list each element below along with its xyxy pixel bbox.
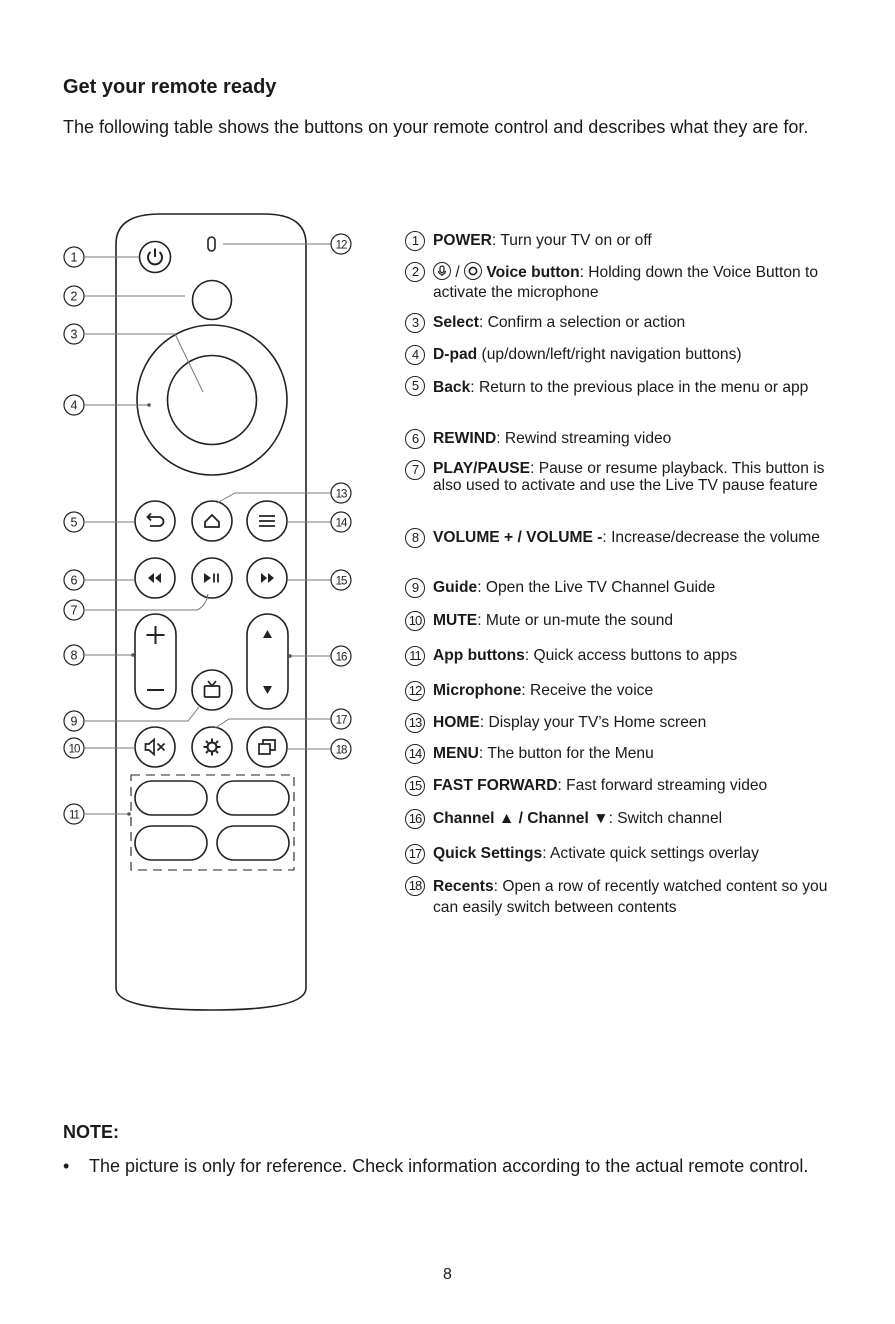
fast-forward-icon (261, 573, 274, 583)
callout-7 (64, 600, 84, 620)
legend-separator: : (521, 682, 531, 699)
callout-14 (331, 512, 351, 532)
hamburger-menu-icon (259, 516, 275, 526)
app-button (135, 826, 207, 860)
legend-item-dpad (405, 345, 838, 365)
svg-text:2: 2 (70, 289, 78, 304)
callout-11 (64, 804, 84, 824)
legend-description: Rewind streaming video (504, 430, 672, 447)
legend-number: 8 (405, 528, 425, 548)
legend-description: Holding down the Voice Button to activate the microphone (433, 264, 819, 301)
triangle-down-icon (263, 686, 272, 694)
legend-number: 6 (405, 429, 425, 449)
d-pad-ring (137, 325, 287, 475)
callout-9 (64, 711, 84, 731)
power-button (140, 242, 171, 273)
callout-12 (331, 234, 351, 254)
legend-item-channel (405, 809, 838, 829)
legend-separator: : (542, 845, 550, 862)
legend-item-back (405, 376, 838, 399)
callout-2 (64, 286, 84, 306)
legend-separator: : (524, 647, 534, 664)
callout-16 (331, 646, 351, 666)
legend-number: 9 (405, 578, 425, 598)
svg-text:12: 12 (335, 239, 347, 252)
legend-description: Return to the previous place in the menu or app (478, 379, 809, 396)
tv-guide-icon (205, 681, 220, 697)
callout-left (64, 247, 84, 824)
callout-1 (64, 247, 84, 267)
legend-number: 16 (405, 809, 425, 829)
legend-separator: : (477, 612, 486, 629)
legend-separator: : (579, 264, 589, 281)
callout-5 (64, 512, 84, 532)
legend-label: FAST FORWARD (433, 777, 558, 794)
legend-description: Switch channel (617, 810, 723, 827)
legend-number: 5 (405, 376, 425, 396)
legend-label: POWER (433, 232, 492, 249)
intro-paragraph: The following table shows the buttons on your remote control and describes what they are for. (63, 117, 809, 137)
page-number: 8 (443, 1266, 452, 1283)
legend-description: Mute or un-mute the sound (485, 612, 674, 629)
guide-button (192, 670, 232, 710)
legend-item-mute (405, 611, 838, 631)
leader-lines (85, 244, 331, 814)
legend-item-power (405, 231, 838, 251)
legend-separator: : (470, 379, 479, 396)
legend-separator: : (478, 745, 488, 762)
channel-rocker (247, 614, 288, 709)
svg-text:16: 16 (335, 651, 347, 664)
back-arrow-icon (148, 514, 164, 527)
legend-number: 4 (405, 345, 425, 365)
legend-label: Select (433, 314, 479, 331)
voice-button (193, 281, 232, 320)
svg-text:15: 15 (335, 575, 347, 588)
svg-text:9: 9 (70, 714, 78, 729)
legend-number: 14 (405, 744, 425, 764)
quick-settings-button (192, 727, 232, 767)
play-pause-icon (204, 573, 211, 583)
svg-text:8: 8 (70, 648, 78, 663)
recents-icon (259, 740, 275, 754)
legend-description: Quick access buttons to apps (533, 647, 738, 664)
legend-separator: : (477, 579, 486, 596)
rewind-button (135, 558, 175, 598)
legend-number: 1 (405, 231, 425, 251)
legend-description: Increase/decrease the volume (611, 529, 820, 546)
legend-item-recents (405, 876, 838, 918)
svg-text:3: 3 (70, 327, 78, 342)
home-button (192, 501, 232, 541)
callout-15 (331, 570, 351, 590)
legend-separator: : (608, 810, 618, 827)
callout-4 (64, 395, 84, 415)
legend-separator: : (493, 878, 503, 895)
legend-separator: : (557, 777, 567, 794)
callout-10 (64, 738, 84, 758)
callout-13 (331, 483, 351, 503)
legend-description: (up/down/left/right navigation buttons) (481, 346, 742, 363)
legend-label: D-pad (433, 346, 478, 363)
legend-item-volume (405, 528, 838, 548)
legend-item-select (405, 313, 838, 333)
legend-description: Confirm a selection or action (487, 314, 686, 331)
legend-item-microphone (405, 681, 838, 701)
app-button (217, 781, 289, 815)
fast-forward-button (247, 558, 287, 598)
legend-label: App buttons (433, 647, 525, 664)
note-title: NOTE: (63, 1122, 119, 1142)
legend-number: 17 (405, 844, 425, 864)
legend-separator: : (478, 314, 488, 331)
callout-18 (331, 739, 351, 759)
legend-item-rewind (405, 429, 838, 449)
legend-label: MENU (433, 745, 479, 762)
svg-text:14: 14 (335, 517, 347, 530)
legend-label: Quick Settings (433, 845, 543, 862)
legend-item-play-pause (405, 460, 838, 494)
legend-label: Recents (433, 878, 494, 895)
legend-label: Channel ▲ / Channel ▼ (433, 810, 609, 827)
legend-item-app-buttons (405, 646, 838, 666)
legend-number: 2 (405, 262, 425, 282)
play-pause-button (192, 558, 232, 598)
legend-separator: : (602, 529, 612, 546)
microphone-icon (433, 262, 451, 280)
legend-label: Guide (433, 579, 478, 596)
remote-body (116, 214, 306, 1010)
legend-number: 13 (405, 713, 425, 733)
legend-item-home (405, 713, 838, 733)
svg-text:6: 6 (70, 573, 78, 588)
legend-separator: : (479, 714, 489, 731)
svg-text:10: 10 (68, 743, 80, 756)
svg-text:5: 5 (70, 515, 78, 530)
app-buttons-area (131, 775, 294, 870)
home-icon (205, 515, 219, 527)
legend-label: PLAY/PAUSE (433, 460, 531, 477)
legend-item-voice (405, 262, 838, 303)
legend-item-quick-settings (405, 844, 838, 864)
svg-text:11: 11 (69, 809, 79, 822)
svg-text:1: 1 (70, 250, 78, 265)
rewind-icon (148, 573, 161, 583)
recents-button (247, 727, 287, 767)
menu-button (247, 501, 287, 541)
legend-description: Receive the voice (530, 682, 654, 699)
legend-label: Voice button (486, 264, 580, 281)
legend-number: 3 (405, 313, 425, 333)
legend-item-fast-forward (405, 776, 838, 796)
volume-rocker (135, 614, 176, 709)
legend-description: Turn your TV on or off (500, 232, 652, 249)
svg-text:7: 7 (70, 603, 78, 618)
callout-17 (331, 709, 351, 729)
legend-label: HOME (433, 714, 480, 731)
legend-description: The button for the Menu (487, 745, 654, 762)
back-button (135, 501, 175, 541)
legend-label: REWIND (433, 430, 497, 447)
legend-label: Back (433, 379, 471, 396)
select-button (168, 356, 257, 445)
legend-number: 11 (405, 646, 425, 666)
mute-button (135, 727, 175, 767)
callout-6 (64, 570, 84, 590)
legend-number: 7 (405, 460, 425, 480)
legend-slash: / (451, 264, 464, 281)
svg-text:4: 4 (70, 398, 78, 413)
legend-separator: : (530, 460, 539, 477)
legend-item-menu (405, 744, 838, 764)
gear-icon (204, 739, 221, 756)
callout-3 (64, 324, 84, 344)
legend-description: Open the Live TV Channel Guide (485, 579, 716, 596)
svg-text:13: 13 (335, 488, 347, 501)
svg-text:17: 17 (335, 714, 347, 727)
legend-description: Fast forward streaming video (566, 777, 768, 794)
legend-number: 10 (405, 611, 425, 631)
callout-8 (64, 645, 84, 665)
legend-description: Open a row of recently watched content so you can easily switch between contents (433, 878, 828, 916)
note-bullet: • The picture is only for reference. Check information according to the actual remote control. (63, 1153, 853, 1180)
svg-text:18: 18 (335, 744, 347, 757)
legend-label: MUTE (433, 612, 478, 629)
legend-description: Activate quick settings overlay (550, 845, 759, 862)
page-title: Get your remote ready (63, 76, 277, 98)
callout-right (331, 234, 351, 759)
app-button (135, 781, 207, 815)
legend-label: VOLUME + / VOLUME - (433, 529, 603, 546)
legend-separator: : (496, 430, 505, 447)
mute-icon (146, 740, 165, 755)
triangle-up-icon (263, 630, 272, 638)
legend-description: Pause or resume playback. This button is also used to activate and use the Live TV pause feature (433, 460, 825, 494)
legend-description: Display your TV’s Home screen (488, 714, 707, 731)
legend-label: Microphone (433, 682, 522, 699)
legend-number: 12 (405, 681, 425, 701)
legend-item-guide (405, 578, 838, 598)
app-button (217, 826, 289, 860)
legend-separator: : (491, 232, 501, 249)
microphone-hole-icon (208, 237, 215, 251)
legend-number: 15 (405, 776, 425, 796)
voice-button-icon (464, 262, 482, 280)
note-list (63, 1153, 853, 1180)
legend-number: 18 (405, 876, 425, 896)
